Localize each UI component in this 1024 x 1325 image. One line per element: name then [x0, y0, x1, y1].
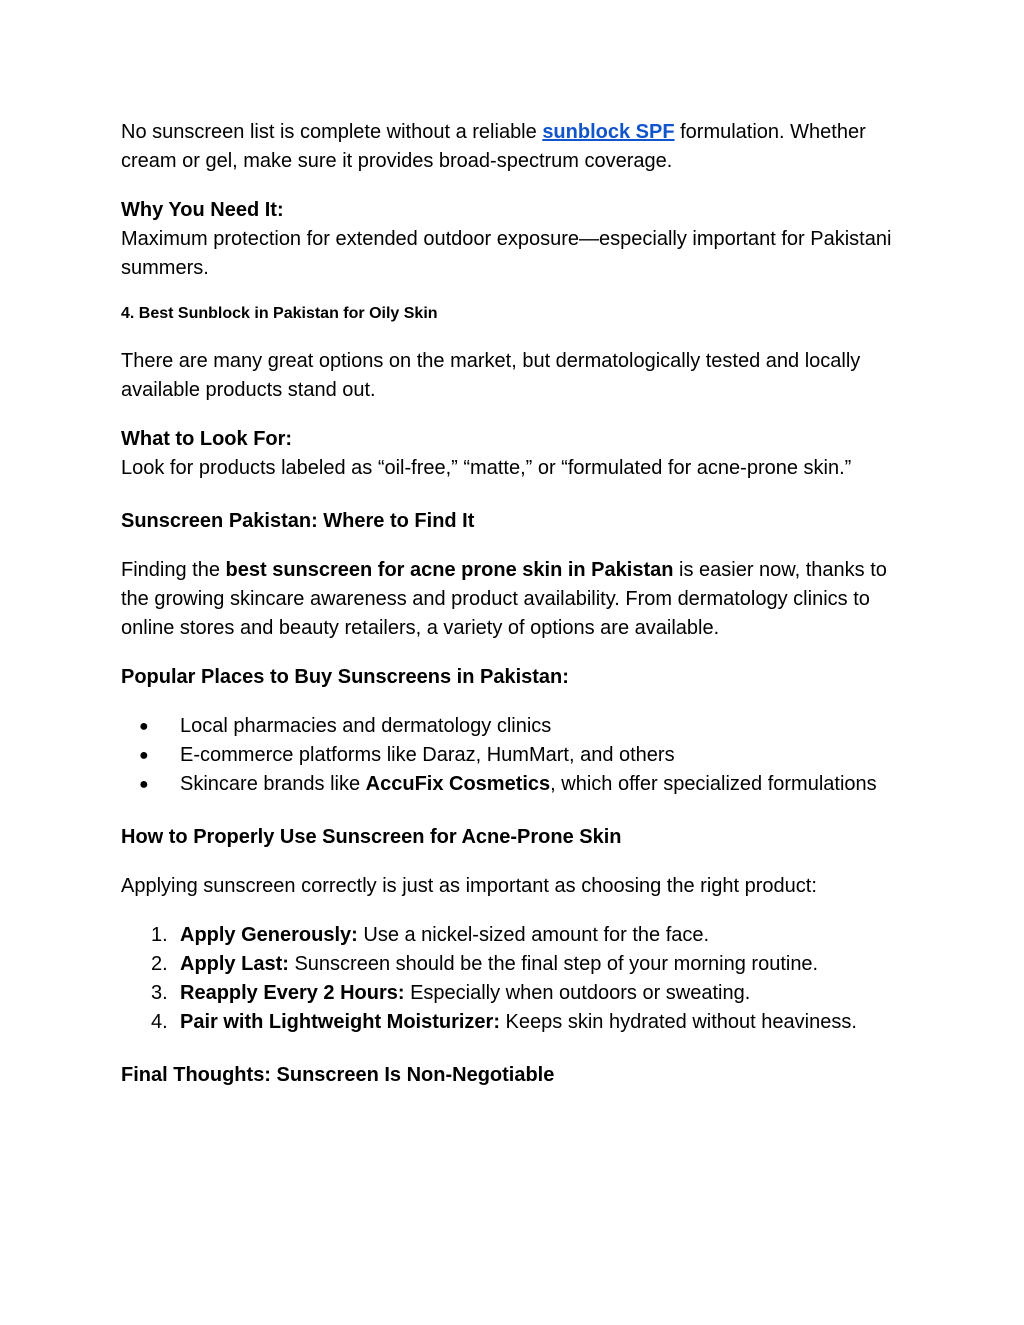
bullet-icon: ● — [139, 718, 149, 735]
list-item — [121, 950, 911, 979]
list-item-text: Local pharmacies and dermatology clinics — [180, 715, 552, 737]
intro-text-end: formulation. Whether cream or gel, make sure it provides broad-spectrum coverage. — [121, 121, 866, 172]
step-text: Especially when outdoors or sweating. — [404, 982, 751, 1004]
step-label: Reapply Every 2 Hours: — [180, 982, 405, 1004]
howto-heading: How to Properly Use Sunscreen for Acne-Prone Skin — [121, 826, 622, 848]
step-text: Keeps skin hydrated without heaviness. — [500, 1011, 857, 1033]
why-label: Why You Need It: — [121, 199, 284, 221]
list-item — [121, 1008, 911, 1037]
section4-heading: 4. Best Sunblock in Pakistan for Oily Skin — [121, 305, 438, 322]
intro-text-start: No sunscreen list is complete without a reliable — [121, 121, 543, 143]
step-number: 4. — [151, 1011, 168, 1033]
where-bold-phrase: best sunscreen for acne prone skin in Pakistan — [225, 559, 674, 581]
step-text: Use a nickel-sized amount for the face. — [357, 924, 710, 946]
step-text: Sunscreen should be the final step of your morning routine. — [288, 953, 819, 975]
step-number: 3. — [151, 982, 168, 1004]
where-text-end: is easier now, thanks to the growing skincare awareness and product availability. From dermatology clinics to online stores and beauty retailers, a variety of options are available. — [121, 559, 887, 639]
step-label: Pair with Lightweight Moisturizer: — [180, 1011, 500, 1033]
howto-steps-list — [121, 921, 911, 1037]
brand-name: AccuFix Cosmetics — [365, 773, 551, 795]
document-page — [121, 118, 911, 1090]
section4-paragraph: There are many great options on the market, but dermatologically tested and locally available products stand out. — [121, 350, 861, 401]
list-item — [121, 770, 911, 799]
look-for-label: What to Look For: — [121, 428, 293, 450]
step-label: Apply Last: — [180, 953, 289, 975]
step-label: Apply Generously: — [180, 924, 358, 946]
final-heading: Final Thoughts: Sunscreen Is Non-Negotiable — [121, 1064, 555, 1086]
list-item — [121, 979, 911, 1008]
why-text: Maximum protection for extended outdoor exposure—especially important for Pakistani summers. — [121, 228, 892, 279]
step-number: 1. — [151, 924, 168, 946]
intro-paragraph — [121, 118, 911, 176]
bullet-icon: ● — [139, 747, 149, 764]
look-for-text: Look for products labeled as “oil-free,” “matte,” or “formulated for acne-prone skin.” — [121, 457, 852, 479]
list-item-text-start: Skincare brands like — [180, 773, 366, 795]
list-item — [121, 712, 911, 741]
where-heading: Sunscreen Pakistan: Where to Find It — [121, 510, 475, 532]
places-list — [121, 712, 911, 799]
list-item — [121, 741, 911, 770]
places-heading: Popular Places to Buy Sunscreens in Pakistan: — [121, 666, 569, 688]
list-item — [121, 921, 911, 950]
look-for-paragraph — [121, 425, 911, 483]
list-item-text: E-commerce platforms like Daraz, HumMart, and others — [180, 744, 675, 766]
list-item-text-end: , which offer specialized formulations — [550, 773, 877, 795]
howto-intro: Applying sunscreen correctly is just as important as choosing the right product: — [121, 875, 817, 897]
step-number: 2. — [151, 953, 168, 975]
bullet-icon: ● — [139, 776, 149, 793]
where-paragraph — [121, 556, 911, 643]
sunblock-spf-link[interactable]: sunblock SPF — [542, 121, 675, 143]
where-text-start: Finding the — [121, 559, 226, 581]
why-paragraph — [121, 196, 911, 283]
